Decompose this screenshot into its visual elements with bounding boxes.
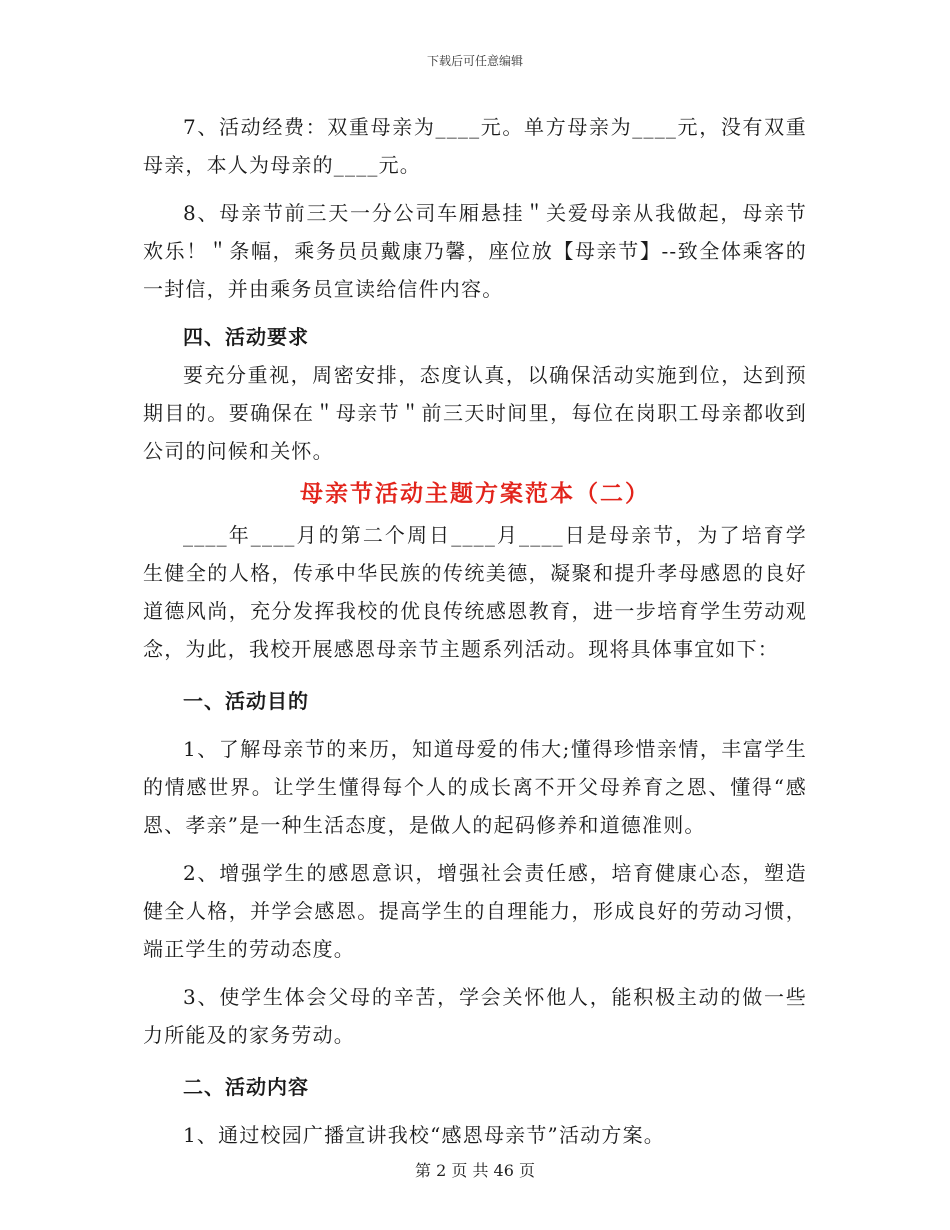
heading-purpose: 一、活动目的: [183, 689, 309, 713]
paragraph-item-7: 7、活动经费：双重母亲为____元。单方母亲为____元，没有双重母亲，本人为母亲的____元。: [143, 115, 807, 177]
paragraph-intro: ____年____月的第二个周日____月____日是母亲节，为了培育学生健全的人格，传承中华民族的传统美德，凝聚和提升孝母感恩的良好道德风尚，充分发挥我校的优良传统感恩教育，进一步培育学生劳动观念，为此，我校开展感恩母亲节主题系列活动。现将具体事宜如下：: [143, 523, 807, 661]
document-body: [143, 108, 807, 1154]
paragraph-goal-1: 1、了解母亲节的来历，知道母爱的伟大;懂得珍惜亲情，丰富学生的情感世界。让学生懂得每个人的成长离不开父母养育之恩、懂得“感恩、孝亲”是一种生活态度，是做人的起码修养和道德准则。: [143, 737, 807, 837]
heading-content: 二、活动内容: [183, 1075, 309, 1099]
page-header: 下载后可任意编辑: [426, 54, 523, 68]
paragraph-goal-2: 2、增强学生的感恩意识，增强社会责任感，培育健康心态，塑造健全人格，并学会感恩。提高学生的自理能力，形成良好的劳动习惯，端正学生的劳动态度。: [143, 861, 807, 961]
section-title: 母亲节活动主题方案范本（二）: [300, 481, 650, 507]
paragraph-requirements: 要充分重视，周密安排，态度认真，以确保活动实施到位，达到预期目的。要确保在＂母亲节＂前三天时间里，每位在岗职工母亲都收到公司的问候和关怀。: [143, 363, 807, 463]
paragraph-goal-3: 3、使学生体会父母的辛苦，学会关怀他人，能积极主动的做一些力所能及的家务劳动。: [143, 985, 807, 1047]
heading-requirements: 四、活动要求: [183, 325, 309, 349]
page-footer: 第 2 页 共 46 页: [415, 1161, 535, 1180]
paragraph-content-1: 1、通过校园广播宣讲我校“感恩母亲节”活动方案。: [183, 1123, 665, 1147]
paragraph-item-8: 8、母亲节前三天一分公司车厢悬挂＂关爱母亲从我做起，母亲节欢乐！＂条幅，乘务员员戴康乃馨，座位放【母亲节】--致全体乘客的一封信，并由乘务员宣读给信件内容。: [143, 201, 807, 301]
